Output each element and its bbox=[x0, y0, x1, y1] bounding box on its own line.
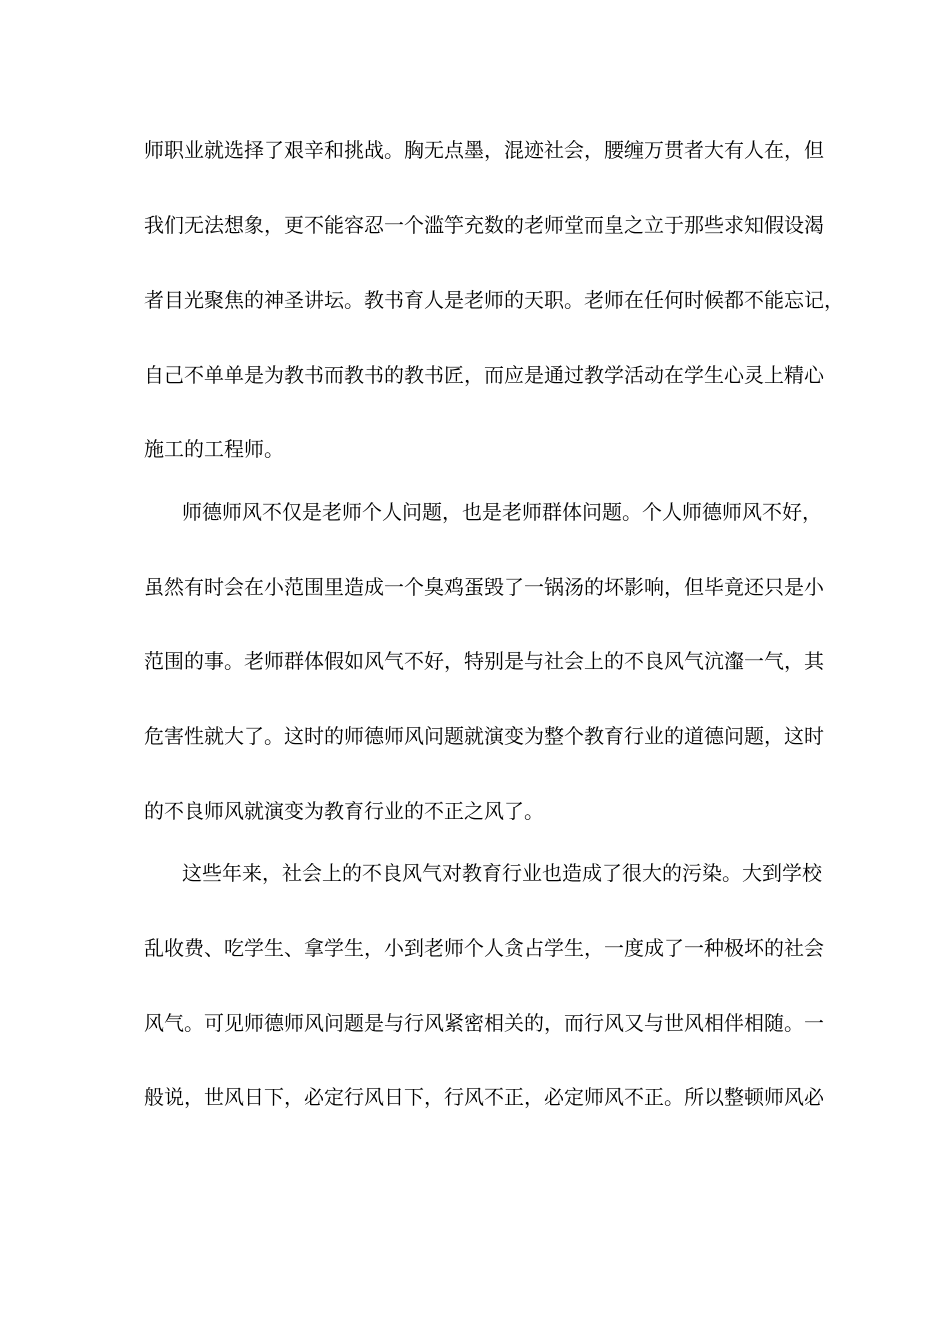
text-line: 范围的事。老师群体假如风气不好，特别是与社会上的不良风气沆瀣一气，其 bbox=[144, 649, 824, 673]
paragraph-first-line: 师德师风不仅是老师个人问题，也是老师群体问题。个人师德师风不好， bbox=[182, 500, 822, 524]
text-line: 危害性就大了。这时的师德师风问题就演变为整个教育行业的道德问题，这时 bbox=[144, 724, 824, 748]
text-line: 师职业就选择了艰辛和挑战。胸无点墨，混迹社会，腰缠万贯者大有人在，但 bbox=[144, 138, 824, 162]
paragraph-first-line: 这些年来，社会上的不良风气对教育行业也造成了很大的污染。大到学校 bbox=[182, 861, 822, 885]
text-line: 施工的工程师。 bbox=[144, 437, 284, 461]
text-line: 自己不单单是为教书而教书的教书匠，而应是通过教学活动在学生心灵上精心 bbox=[144, 363, 824, 387]
text-line: 我们无法想象，更不能容忍一个滥竽充数的老师堂而皇之立于那些求知假设渴 bbox=[144, 213, 824, 237]
text-line: 虽然有时会在小范围里造成一个臭鸡蛋毁了一锅汤的坏影响，但毕竟还只是小 bbox=[144, 575, 824, 599]
text-line: 者目光聚焦的神圣讲坛。教书育人是老师的天职。老师在任何时候都不能忘记， bbox=[144, 288, 844, 312]
text-line: 的不良师风就演变为教育行业的不正之风了。 bbox=[144, 799, 544, 823]
text-line: 乱收费、吃学生、拿学生，小到老师个人贪占学生，一度成了一种极坏的社会 bbox=[144, 936, 824, 960]
text-line: 般说，世风日下，必定行风日下，行风不正，必定师风不正。所以整顿师风必 bbox=[144, 1085, 824, 1109]
text-line: 风气。可见师德师风问题是与行风紧密相关的，而行风又与世风相伴相随。一 bbox=[144, 1011, 824, 1035]
